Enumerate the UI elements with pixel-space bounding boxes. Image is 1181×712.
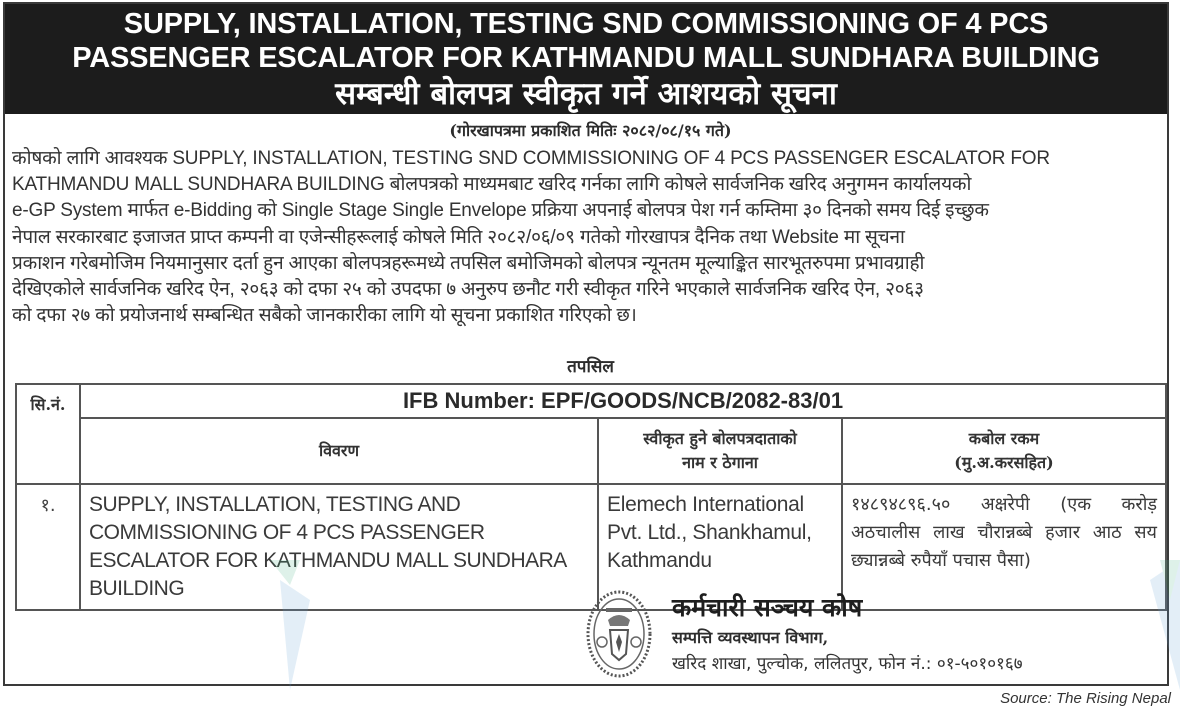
- epf-seal-icon: [586, 590, 652, 678]
- organization-department: सम्पत्ति व्यवस्थापन विभाग,: [672, 628, 829, 647]
- organization-block: [586, 590, 1166, 680]
- body-line: नेपाल सरकारबाट इजाजत प्राप्त कम्पनी वा एजेन्सीहरूलाई कोषले मिति २०८२/०६/०९ गतेको गोरखापत्र दैनिक तथा Website मा सूचना: [12, 226, 905, 248]
- col-description-label: विवरण: [318, 441, 360, 460]
- col-description-header: [80, 418, 598, 484]
- col-amount-label-line2: (मु.अ.करसहित): [954, 453, 1054, 472]
- source-credit: Source: The Rising Nepal: [1000, 690, 1171, 707]
- body-line: KATHMANDU MALL SUNDHARA BUILDING बोलपत्रको माध्यमबाट खरिद गर्नका लागि कोषले सार्वजनिक खरिद अनुगमन कार्यालयको: [12, 174, 972, 196]
- body-line: प्रकाशन गरेबमोजिम नियमानुसार दर्ता हुन आएका बोलपत्रहरूमध्ये तपसिल बमोजिमको बोलपत्र न्यूनतम मूल्याङ्कित सारभूतरुपमा प्रभावग्राही: [12, 252, 925, 274]
- sn-header: सि.नं.: [16, 384, 80, 484]
- body-line: को दफा २७ को प्रयोजनार्थ सम्बन्धित सबैको जानकारीका लागि यो सूचना प्रकाशित गरिएको छ।: [12, 305, 637, 327]
- title-en-line2: PASSENGER ESCALATOR FOR KATHMANDU MALL SUNDHARA BUILDING: [72, 42, 1100, 74]
- table-header-row: [16, 384, 1166, 418]
- body-line: देखिएकोले सार्वजनिक खरिद ऐन, २०६३ को दफा २५ को उपदफा ७ अनुरुप छनौट गरी स्वीकृत गरिने भएकाले सार्वजनिक खरिद ऐन, २०६३: [12, 279, 924, 301]
- notice-header: [5, 4, 1167, 114]
- body-paragraph: [12, 146, 1156, 329]
- table-column-header-row: [16, 418, 1166, 484]
- award-table: [15, 383, 1167, 611]
- col-bidder-label-line2: नाम र ठेगाना: [682, 453, 758, 472]
- publication-note: (गोरखापत्रमा प्रकाशित मितिः २०८२/०८/१५ गते): [449, 121, 732, 140]
- body-line: कोषको लागि आवश्यक SUPPLY, INSTALLATION, TESTING SND COMMISSIONING OF 4 PCS PASSENGER ESCALATOR FOR: [12, 148, 1050, 169]
- title-en-line1: SUPPLY, INSTALLATION, TESTING SND COMMISSIONING OF 4 PCS: [123, 8, 1049, 40]
- title-np: सम्बन्धी बोलपत्र स्वीकृत गर्ने आशयको सूचना: [335, 76, 837, 112]
- col-amount-header: [842, 418, 1166, 484]
- organization-address: खरिद शाखा, पुल्चोक, ललितपुर, फोन नं.: ०१-५०१०१६७: [672, 654, 1023, 674]
- row-amount: १४८९४८९६.५० अक्षरेपी (एक करोड़ अठचालीस लाख चौरान्नब्बे हजार आठ सय छ्यान्नब्बे रुपैयाँ पचास पैसा): [842, 484, 1166, 610]
- col-bidder-label-line1: स्वीकृत हुने बोलपत्रदाताको: [643, 429, 797, 448]
- row-description: SUPPLY, INSTALLATION, TESTING AND COMMISSIONING OF 4 PCS PASSENGER ESCALATOR FOR KATHMANDU MALL SUNDHARA BUILDING: [80, 484, 598, 610]
- schedule-heading: तपसिल: [567, 357, 614, 377]
- ifb-number: IFB Number: EPF/GOODS/NCB/2082-83/01: [80, 384, 1166, 418]
- col-amount-label-line1: कबोल रकम: [968, 429, 1040, 448]
- body-line: e-GP System मार्फत e-Bidding को Single Stage Single Envelope प्रक्रिया अपनाई बोलपत्र पेश गर्न कम्तिमा ३० दिनको समय दिई इच्छुक: [12, 200, 989, 222]
- organization-name: कर्मचारी सञ्चय कोष: [672, 593, 863, 622]
- row-bidder: Elemech International Pvt. Ltd., Shankhamul, Kathmandu: [598, 484, 842, 610]
- row-sn: १.: [16, 484, 80, 610]
- col-bidder-header: [598, 418, 842, 484]
